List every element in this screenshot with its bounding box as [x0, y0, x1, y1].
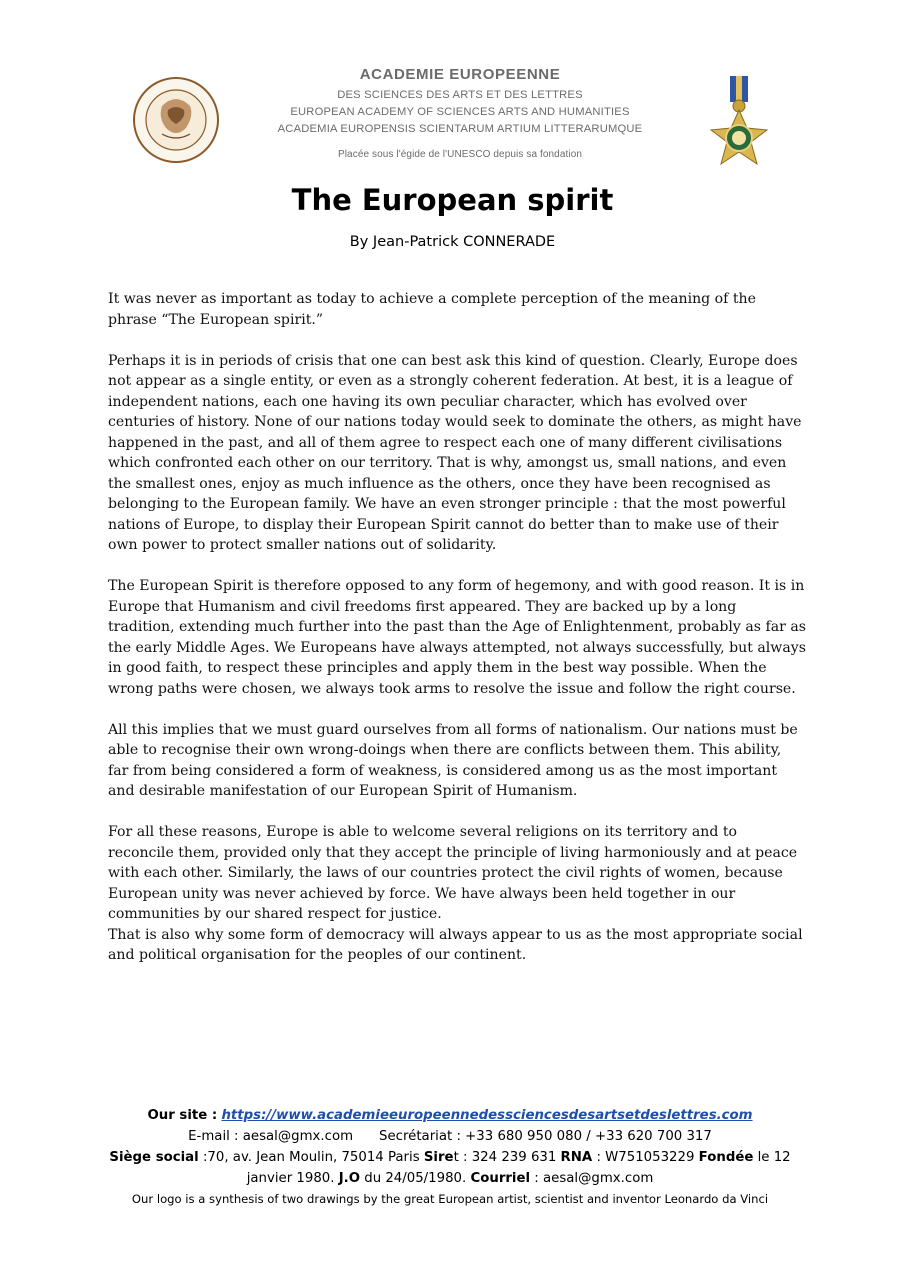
letterhead	[0, 58, 905, 173]
contact-footer	[100, 1105, 800, 1210]
document-title: The European spirit	[291, 183, 614, 217]
medal-icon	[703, 74, 775, 170]
jo-label: J.O	[338, 1171, 361, 1186]
jo-value: du 24/05/1980.	[360, 1171, 471, 1186]
email-line	[100, 1126, 800, 1147]
fondee-value: le 12 janvier 1980.	[246, 1150, 791, 1186]
unesco-subline: Placée sous l'égide de l'UNESCO depuis sa fondation	[337, 149, 583, 160]
article-body	[108, 289, 806, 986]
academy-name: ACADEMIE EUROPEENNE	[359, 66, 561, 83]
rna-value: : W751053229	[592, 1150, 699, 1165]
site-link[interactable]: https://www.academieeuropeennedessciencesdesartsetdeslettres.com	[221, 1108, 753, 1123]
academy-seal-logo	[132, 76, 220, 164]
siege-label: Siège social	[109, 1150, 199, 1165]
author-byline: By Jean-Patrick CONNERADE	[349, 234, 556, 250]
paragraph: It was never as important as today to achieve a complete perception of the meaning of the phrase “The European spirit.”	[108, 291, 756, 328]
academy-name-line: EUROPEAN ACADEMY OF SCIENCES ARTS AND HUMANITIES	[290, 106, 630, 118]
academy-name-line: ACADEMIA EUROPENSIS SCIENTARUM ARTIUM LITTERARUMQUE	[277, 123, 643, 135]
secretariat-info: Secrétariat : +33 680 950 080 / +33 620 700 317	[379, 1129, 712, 1144]
courriel-value: : aesal@gmx.com	[530, 1171, 654, 1186]
registration-info	[100, 1147, 800, 1189]
academy-name-line: DES SCIENCES DES ARTS ET DES LETTRES	[337, 89, 583, 101]
paragraph: Perhaps it is in periods of crisis that one can best ask this kind of question. Clearly, Europe does not appear as a single entity, or even as a strongly coherent federation. At best, it is a league of independent nations, each one having its own peculiar character, which has evolved over centuries of history. None of our nations today would seek to dominate the others, as might have happened in the past, and all of them agree to respect each one of many different civilisations which confronted each other on our territory. That is why, amongst us, small nations, and even the smallest ones, enjoy as much influence as the others, once they have been recognised as belonging to the European family. We have an even stronger principle : that the most powerful nations of Europe, to display their European Spirit cannot do better than to make use of their own power to protect smaller nations out of solidarity.	[108, 352, 802, 553]
academy-name-block	[225, 66, 695, 160]
paragraph: The European Spirit is therefore opposed to any form of hegemony, and with good reason. It is in Europe that Humanism and civil freedoms first appeared. They are backed up by a long tradition, extending much further into the past than the Age of Enlightenment, probably as far as the early Middle Ages. We Europeans have always attempted, not always successfully, but always in good faith, to respect these principles and apply them in the best way possible. When the wrong paths were chosen, we always took arms to resolve the issue and follow the right course.	[108, 578, 806, 697]
fondee-label: Fondée	[698, 1150, 754, 1165]
paragraph: That is also why some form of democracy will always appear to us as the most appropriate social and political organisation for the peoples of our continent.	[108, 926, 803, 963]
logo-note: Our logo is a synthesis of two drawings by the great European artist, scientist and inventor Leonardo da Vinci	[131, 1192, 769, 1206]
rna-label: RNA	[560, 1150, 593, 1165]
siege-value: :70, av. Jean Moulin, 75014 Paris	[198, 1150, 424, 1165]
site-label: Our site :	[147, 1108, 218, 1123]
siret-value: t : 324 239 631	[453, 1150, 561, 1165]
courriel-label: Courriel	[470, 1171, 531, 1186]
email-info: E-mail : aesal@gmx.com	[188, 1129, 354, 1144]
siret-label: Sire	[423, 1150, 454, 1165]
site-line	[100, 1105, 800, 1126]
paragraph: All this implies that we must guard ourselves from all forms of nationalism. Our nations must be able to recognise their own wrong-doings when there are conflicts between them. This ability, far from being considered a form of weakness, is considered among us as the most important and desirable manifestation of our European Spirit of Humanism.	[108, 721, 798, 799]
paragraph: For all these reasons, Europe is able to welcome several religions on its territory and to reconcile them, provided only that they accept the principle of living harmoniously and at peace with each other. Similarly, the laws of our countries protect the civil rights of women, because European unity was never achieved by force. We have always been held together in our communities by our shared respect for justice.	[108, 824, 798, 922]
